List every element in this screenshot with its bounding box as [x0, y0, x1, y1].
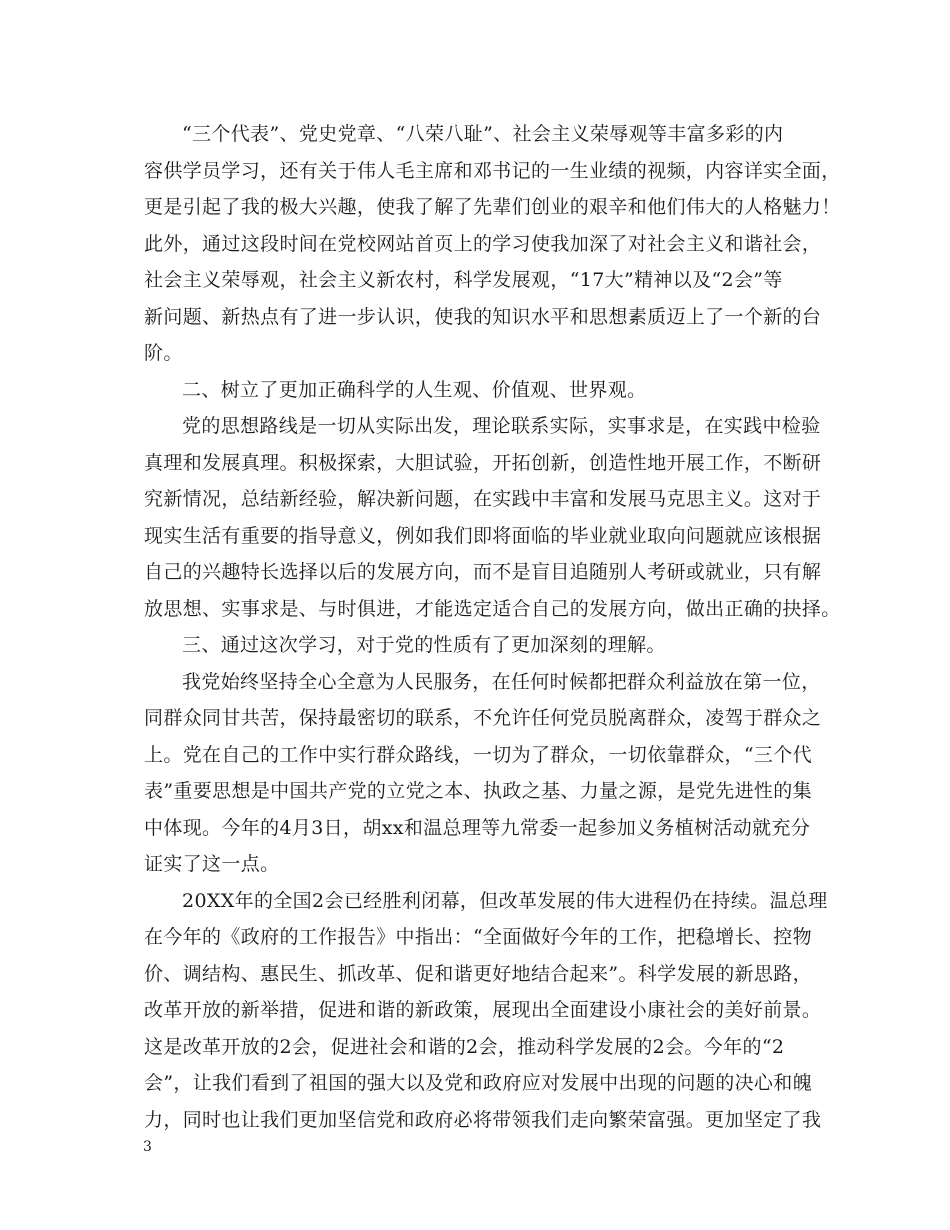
text-line: 20XX年的全国2会已经胜利闭幕，但改革发展的伟大进程仍在持续。温总理: [182, 889, 828, 912]
text-line: 阶。: [144, 342, 183, 364]
text-line: 在今年的《政府的工作报告》中指出：“全面做好今年的工作，把稳增长、控物: [144, 926, 812, 948]
text-line: 上。党在自己的工作中实行群众路线，一切为了群众，一切依靠群众，“三个代: [144, 743, 812, 766]
body-text: [144, 116, 841, 1138]
text-line: 真理和发展真理。积极探索，大胆试验，开拓创新，创造性地开展工作，不断研: [144, 451, 822, 474]
text-line: 力，同时也让我们更加坚信党和政府必将带领我们走向繁荣富强。更加坚定了我: [144, 1108, 822, 1131]
text-line: “三个代表”、党史党章、“八荣八耻”、社会主义荣辱观等丰富多彩的内: [182, 123, 784, 145]
text-line: 新问题、新热点有了进一步认识，使我的知识水平和思想素质迈上了一个新的台: [144, 305, 822, 328]
text-line: 现实生活有重要的指导意义，例如我们即将面临的毕业就业取向问题就应该根据: [144, 524, 822, 547]
text-line: 表”重要思想是中国共产党的立党之本、执政之基、力量之源，是党先进性的集: [144, 780, 812, 802]
section-heading: 三、通过这次学习，对于党的性质有了更加深刻的理解。: [182, 634, 666, 656]
text-line: 更是引起了我的极大兴趣，使我了解了先辈们创业的艰辛和他们伟大的人格魅力！: [144, 196, 841, 218]
text-line: 同群众同甘共苦，保持最密切的联系，不允许任何党员脱离群众，凌驾于群众之: [144, 707, 822, 729]
text-line: 自己的兴趣特长选择以后的发展方向，而不是盲目追随别人考研或就业，只有解: [144, 561, 822, 583]
text-line: 这是改革开放的2会，促进社会和谐的2会，推动科学发展的2会。今年的“2: [144, 1035, 785, 1058]
text-line: 此外，通过这段时间在党校网站首页上的学习使我加深了对社会主义和谐社会，: [144, 232, 822, 255]
text-line: 改革开放的新举措，促进和谐的新政策，展现出全面建设小康社会的美好前景。: [144, 999, 822, 1021]
page-number: 3: [143, 1139, 152, 1155]
text-line: 证实了这一点。: [144, 853, 280, 875]
text-line: 中体现。今年的4月3日，胡xx和温总理等九常委一起参加义务植树活动就充分: [144, 816, 811, 839]
section-heading: 二、树立了更加正确科学的人生观、价值观、世界观。: [182, 378, 647, 401]
text-line: 党的思想路线是一切从实际出发，理论联系实际，实事求是，在实践中检验: [182, 415, 821, 437]
text-line: 社会主义荣辱观，社会主义新农村，科学发展观，“17大”精神以及“2会”等: [144, 269, 783, 291]
text-line: 容供学员学习，还有关于伟人毛主席和邓书记的一生业绩的视频，内容详实全面，: [144, 159, 841, 182]
text-line: 究新情况，总结新经验，解决新问题，在实践中丰富和发展马克思主义。这对于: [144, 488, 822, 510]
text-line: 我党始终坚持全心全意为人民服务，在任何时候都把群众利益放在第一位，: [182, 670, 821, 693]
text-line: 会”，让我们看到了祖国的强大以及党和政府应对发展中出现的问题的决心和魄: [144, 1072, 812, 1094]
text-line: 放思想、实事求是、与时俱进，才能选定适合自己的发展方向，做出正确的抉择。: [144, 597, 841, 620]
text-line: 价、调结构、惠民生、抓改革、促和谐更好地结合起来”。科学发展的新思路，: [144, 962, 812, 985]
